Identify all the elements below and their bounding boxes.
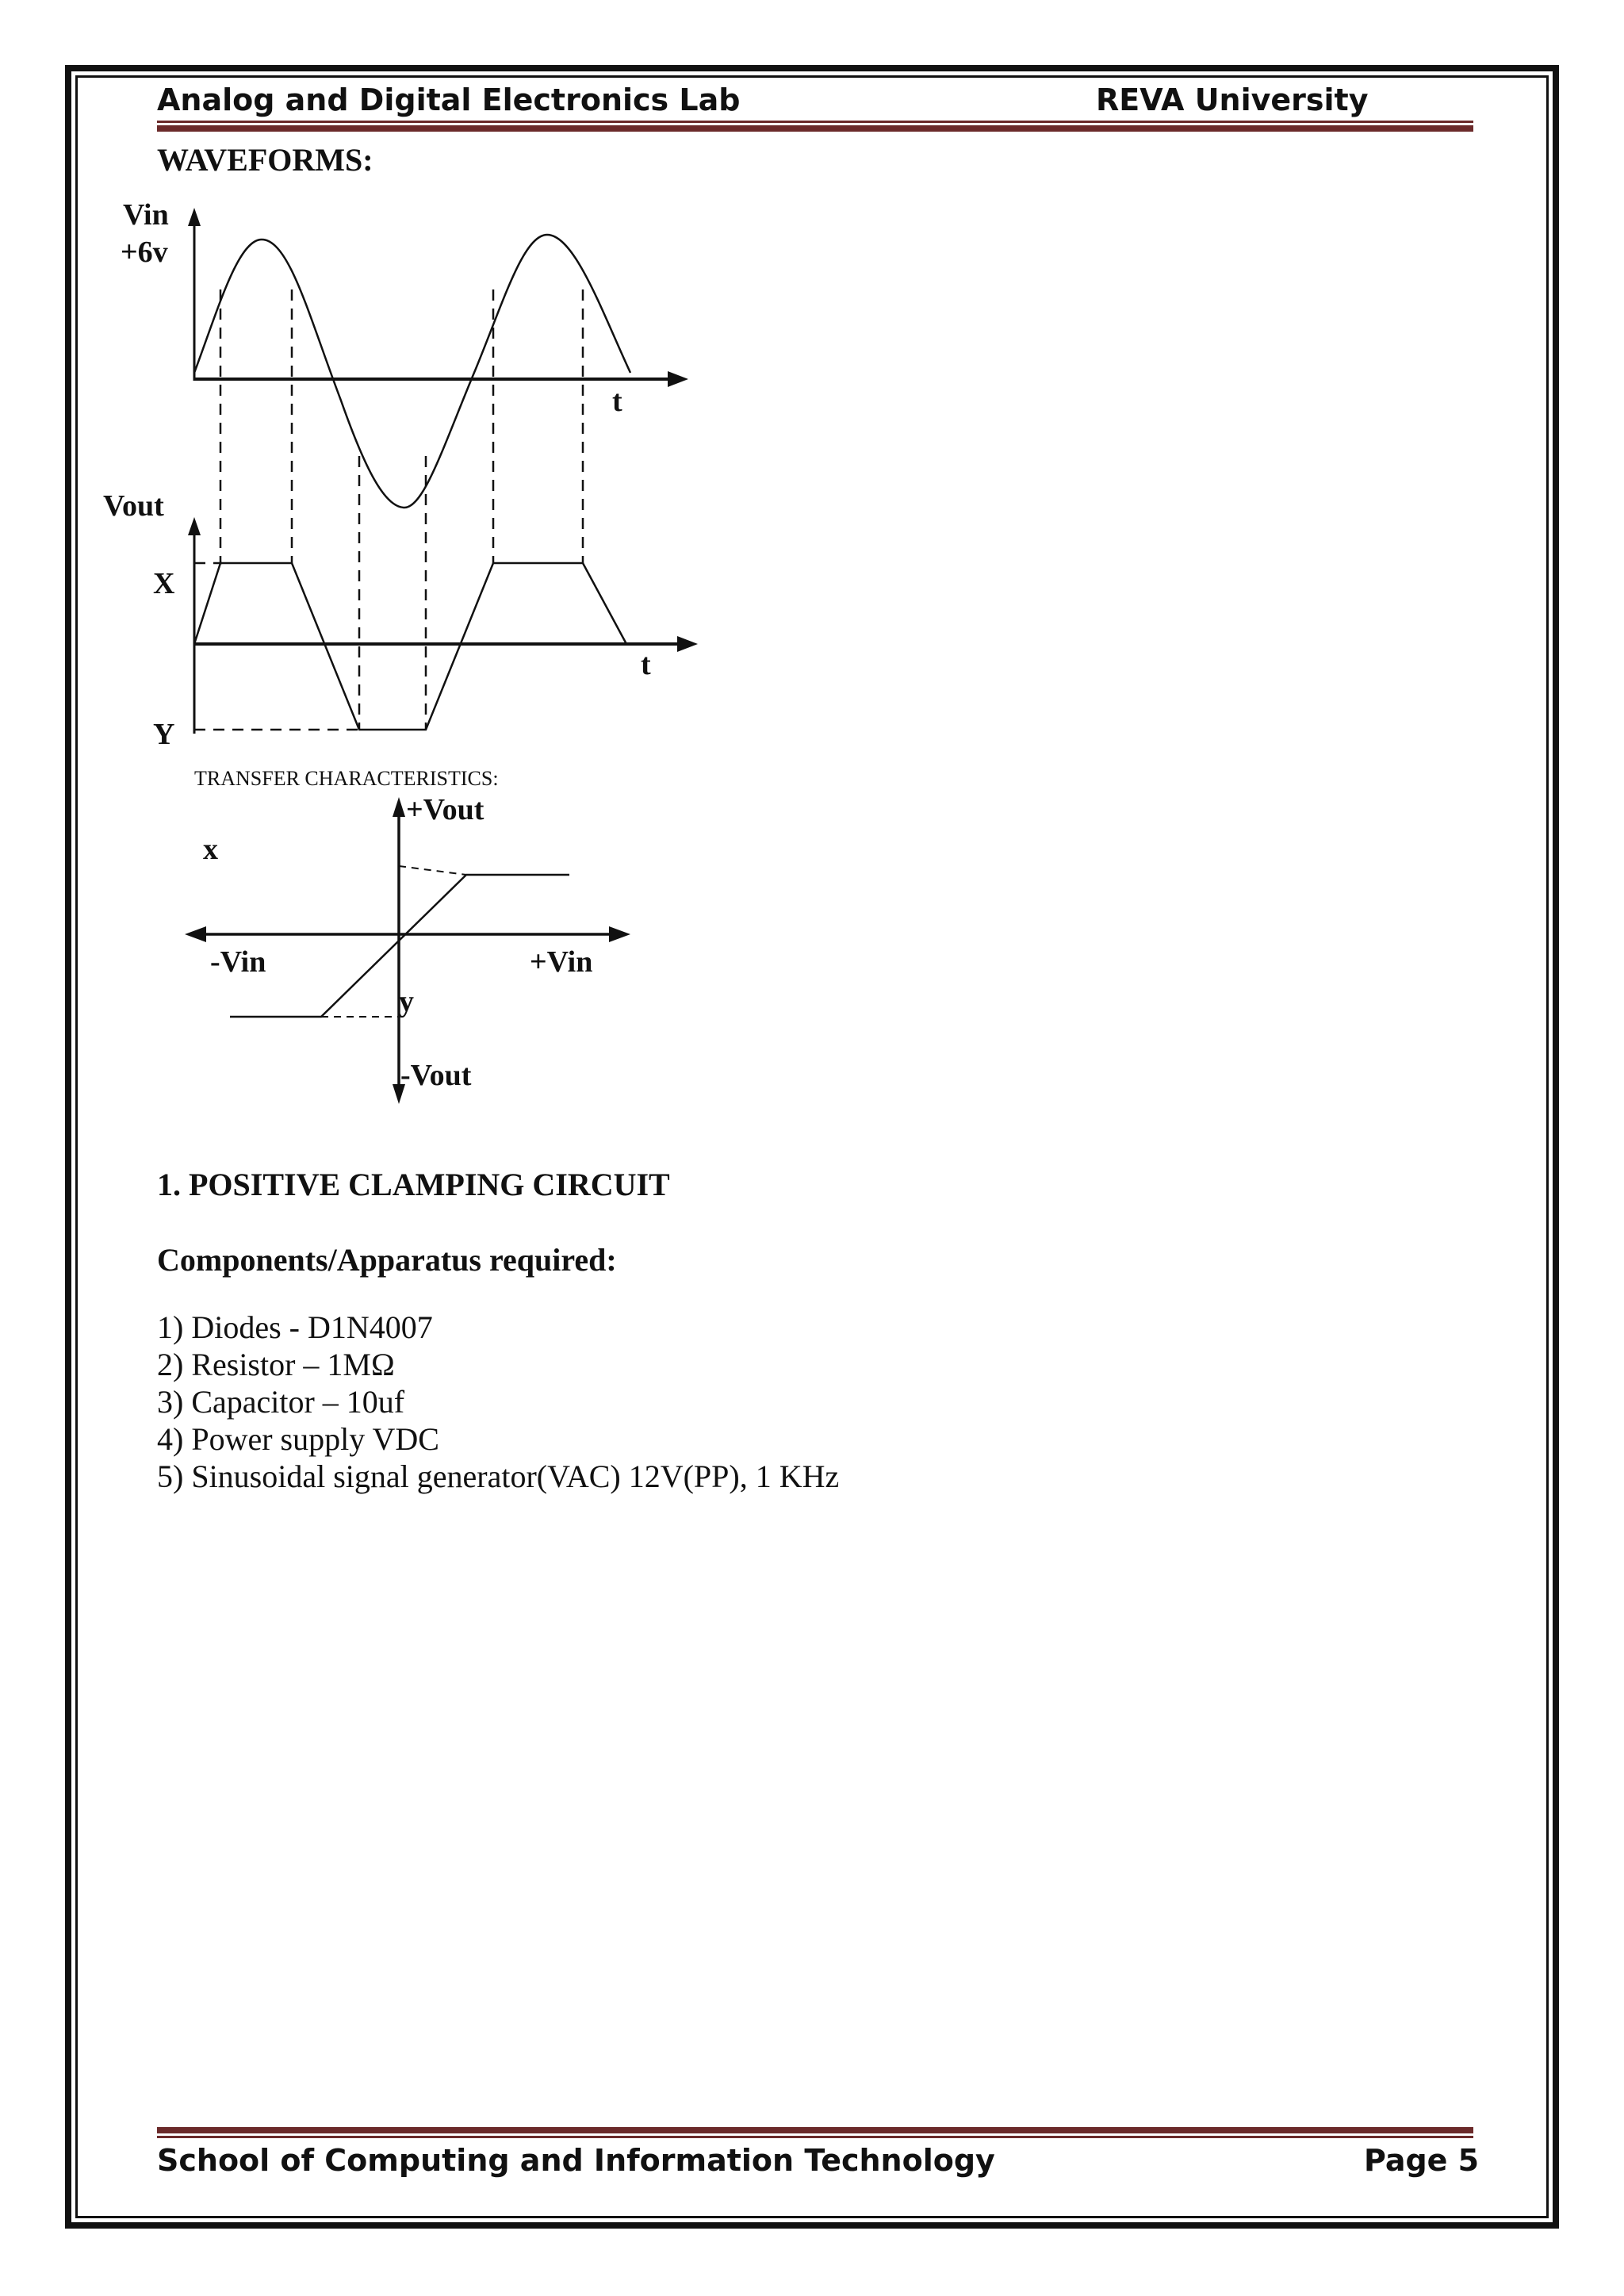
upper-level-label: X xyxy=(153,567,175,600)
transfer-vin-axis-arrow-left xyxy=(185,926,206,942)
footer-rule-thin xyxy=(157,2136,1473,2138)
lower-y-label: y xyxy=(399,985,414,1018)
vin-peak-label: +6v xyxy=(121,236,168,269)
vin-y-axis-arrow xyxy=(188,208,201,226)
header-university: REVA University xyxy=(1096,82,1369,117)
pos-vin-label: +Vin xyxy=(530,945,593,979)
vout-t-axis-arrow xyxy=(677,636,698,652)
pos-vout-label: +Vout xyxy=(406,793,485,826)
component-item: 2) Resistor – 1MΩ xyxy=(157,1347,395,1382)
component-item: 3) Capacitor – 10uf xyxy=(157,1384,405,1420)
footer-rule-thick xyxy=(157,2127,1473,2133)
projection-lines xyxy=(194,289,583,730)
upper-x-label: x xyxy=(203,833,218,866)
components-heading: Components/Apparatus required: xyxy=(157,1242,617,1278)
component-item: 1) Diodes - D1N4007 xyxy=(157,1309,433,1345)
transfer-vout-axis-arrow-up xyxy=(393,797,405,817)
vin-t-axis-arrow xyxy=(668,371,688,387)
section-title: WAVEFORMS: xyxy=(157,142,373,178)
transfer-title: TRANSFER CHARACTERISTICS: xyxy=(194,767,499,790)
lower-level-label: Y xyxy=(153,718,175,751)
components-list xyxy=(157,1309,839,1495)
neg-vout-label: -Vout xyxy=(400,1059,472,1092)
component-item: 5) Sinusoidal signal generator(VAC) 12V(PP), 1 KHz xyxy=(157,1458,840,1494)
vin-label: Vin xyxy=(123,198,169,232)
vin-time-label: t xyxy=(612,385,622,418)
neg-vin-label: -Vin xyxy=(210,945,266,979)
circuit-title: 1. POSITIVE CLAMPING CIRCUIT xyxy=(157,1167,670,1202)
transfer-vin-axis-arrow-right xyxy=(609,926,630,942)
vout-y-axis-arrow xyxy=(188,517,201,535)
footer-school: School of Computing and Information Technology xyxy=(157,2143,995,2178)
component-item: 4) Power supply VDC xyxy=(157,1421,439,1457)
vout-clipped-wave xyxy=(194,563,626,730)
vin-sine-wave xyxy=(194,235,630,508)
header-lab-title: Analog and Digital Electronics Lab xyxy=(157,82,741,117)
vout-label: Vout xyxy=(103,489,164,523)
footer-page-number: Page 5 xyxy=(1364,2143,1480,2178)
vout-time-label: t xyxy=(641,648,651,681)
